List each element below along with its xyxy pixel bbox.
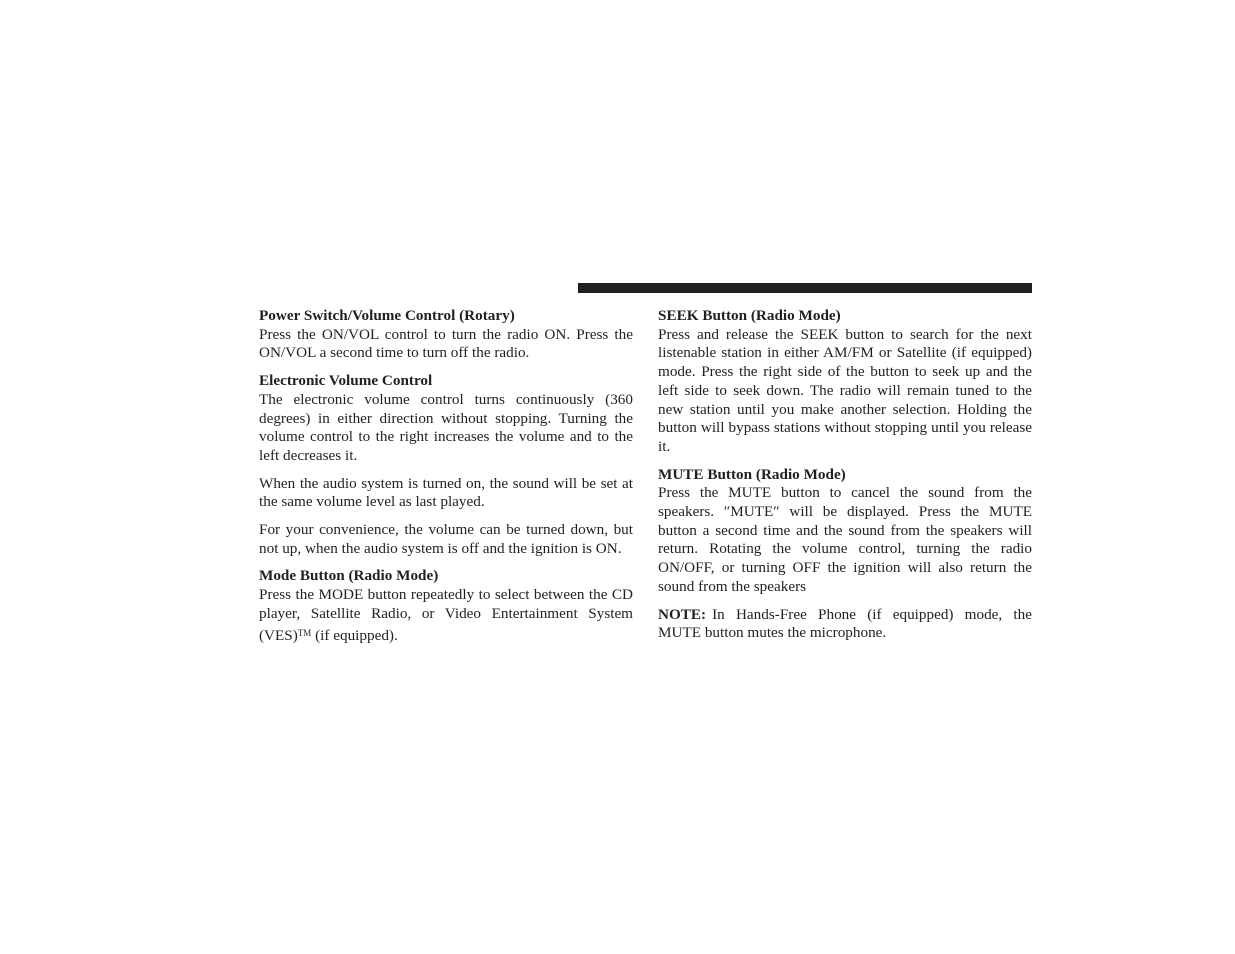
audio-on-paragraph: When the audio system is turned on, the sound will be set at the same volume level as last played.: [259, 474, 633, 511]
power-switch-heading: Power Switch/Volume Control (Rotary): [259, 307, 515, 324]
mode-button-section: [259, 567, 633, 645]
electronic-volume-heading: Electronic Volume Control: [259, 372, 433, 390]
note-label: NOTE:: [658, 605, 707, 623]
mode-button-body: [259, 586, 633, 645]
power-switch-section: [259, 307, 633, 363]
seek-button-heading: SEEK Button (Radio Mode): [658, 307, 841, 324]
trademark-symbol: TM: [297, 627, 312, 638]
electronic-volume-section: [259, 372, 633, 466]
note-text: In Hands-Free Phone (if equipped) mode, the MUTE button mutes the microphone.: [658, 605, 1032, 642]
mute-button-section: [658, 466, 1032, 597]
mode-button-body-end: (if equipped).: [311, 626, 398, 644]
header-rule: [578, 283, 1032, 293]
mode-button-body-main: Press the MODE button repeatedly to select between the CD player, Satellite Radio, or Video Entertainment System (VES): [259, 586, 633, 644]
convenience-paragraph: For your convenience, the volume can be turned down, but not up, when the audio system is off and the ignition is ON.: [259, 521, 633, 557]
seek-button-section: [658, 307, 1032, 457]
power-switch-body: Press the ON/VOL control to turn the radio ON. Press the ON/VOL a second time to turn off the radio.: [259, 325, 633, 362]
mode-button-heading: Mode Button (Radio Mode): [259, 567, 439, 585]
note-paragraph: [658, 606, 1032, 643]
left-column: [259, 307, 633, 654]
mute-button-body: Press the MUTE button to cancel the sound from the speakers. ″MUTE″ will be displayed. Press the MUTE button a second time and the sound from the speakers will return. Rotating the volume control, turning the radio ON/OFF, or turning OFF the ignition will also return the sound from the speakers: [658, 484, 1032, 595]
mute-button-heading: MUTE Button (Radio Mode): [658, 465, 846, 483]
electronic-volume-body: The electronic volume control turns continuously (360 degrees) in either direction without stopping. Turning the volume control to the right increases the volume and to the left decreases it.: [259, 390, 633, 464]
right-column: [658, 307, 1032, 652]
seek-button-body: Press and release the SEEK button to search for the next listenable station in either AM/FM or Satellite (if equipped) mode. Press the right side of the button to seek up and the left side to seek down. The radio will remain tuned to the new station until you make another selection. Holding the button will bypass stations without stopping until you release it.: [658, 325, 1032, 455]
